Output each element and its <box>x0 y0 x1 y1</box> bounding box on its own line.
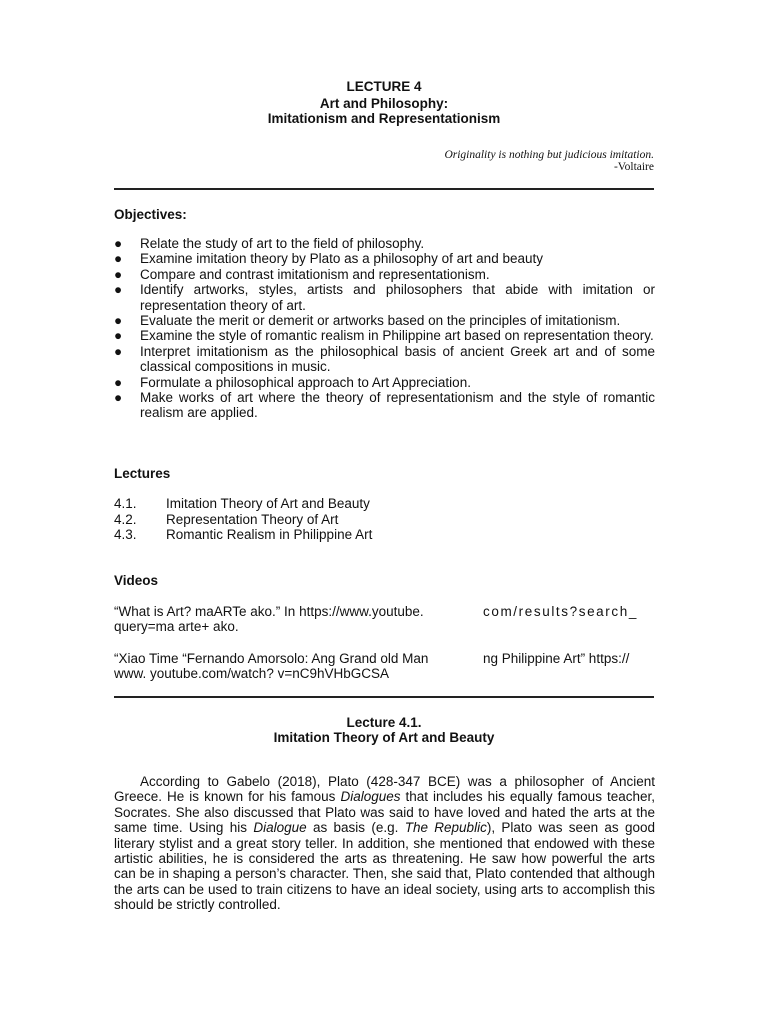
divider-bottom <box>114 696 654 698</box>
section-title: Lecture 4.1. <box>346 715 422 730</box>
objective-item: ● Identify artworks, styles, artists and philosophers that abide with imitation or representation theory of art. <box>114 282 655 313</box>
videos-heading: Videos <box>114 573 159 588</box>
objective-item: ● Make works of art where the theory of representationism and the style of romantic realism are applied. <box>114 390 655 421</box>
video-url-part: ng Philippine Art” https:// <box>483 651 630 666</box>
objectives-list <box>114 236 655 421</box>
objective-item: ● Evaluate the merit or demerit or artworks based on the principles of imitationism. <box>114 313 621 329</box>
objective-item: ● Interpret imitationism as the philosophical basis of ancient Greek art and of some classical compositions in music. <box>114 343 655 375</box>
lecture-topic: Imitationism and Representationism <box>267 111 501 126</box>
bullet-icon: ● <box>114 328 123 344</box>
objective-item: ● Compare and contrast imitationism and representationism. <box>114 266 490 282</box>
bullet-icon: ● <box>114 374 123 390</box>
objective-item: ● Examine imitation theory by Plato as a philosophy of art and beauty <box>114 251 543 267</box>
video-url-part: com/results?search_ <box>483 604 638 619</box>
divider-top <box>114 188 654 190</box>
objective-item: ● Relate the study of art to the field of philosophy. <box>114 236 425 251</box>
lecture-list-item: 4.3. Romantic Realism in Philippine Art <box>114 527 373 542</box>
bullet-icon: ● <box>114 236 123 251</box>
lectures-heading: Lectures <box>114 466 171 481</box>
bullet-icon: ● <box>114 282 123 298</box>
video-reference-2: “Xiao Time “Fernando Amorsolo: Ang Grand old Man ng Philippine Art” https:// www. youtube.com/watch? v=nC9hVHbGCSA <box>114 651 630 682</box>
lecture-number: LECTURE 4 <box>346 79 422 94</box>
objective-item: ● Examine the style of romantic realism in Philippine art based on representation theory. <box>114 328 654 344</box>
video-reference-1: “What is Art? maARTe ako.” In https://www.youtube. com/results?search_ query=ma arte+ ako. <box>114 604 638 635</box>
epigraph-author: -Voltaire <box>613 161 654 173</box>
lecture-list-item: 4.1. Imitation Theory of Art and Beauty <box>114 496 370 511</box>
epigraph-quote: Originality is nothing but judicious imitation. <box>444 149 654 161</box>
bullet-icon: ● <box>114 313 123 329</box>
objective-item: ● Formulate a philosophical approach to Art Appreciation. <box>114 374 471 390</box>
bullet-icon: ● <box>114 251 123 267</box>
body-paragraph: According to Gabelo (2018), Plato (428-347 BCE) was a philosopher of Ancient Greece. He is known for his famous Dialogues that includes his equally famous teacher, Socrates. She also discussed that Plato was said to have loved and hated the arts at the same time. Using his Dialogue as basis (e.g. The Republic), Plato was seen as good literary stylist and a great story teller. In addition, she mentioned that endowed with these artistic abilities, he is considered the arts as threatening. He saw how powerful the arts can be in shaping a person’s character. Then, she said that, Plato contended that although the arts can be used to train citizens to have an ideal society, using arts to accomplish this should be strictly controlled. <box>114 774 656 913</box>
bullet-icon: ● <box>114 390 123 406</box>
objectives-heading: Objectives: <box>114 207 187 222</box>
bullet-icon: ● <box>114 343 123 359</box>
section-subtitle: Imitation Theory of Art and Beauty <box>273 730 495 745</box>
lecture-list-item: 4.2. Representation Theory of Art <box>114 512 339 527</box>
lecture-subject: Art and Philosophy: <box>319 96 449 111</box>
bullet-icon: ● <box>114 266 123 282</box>
